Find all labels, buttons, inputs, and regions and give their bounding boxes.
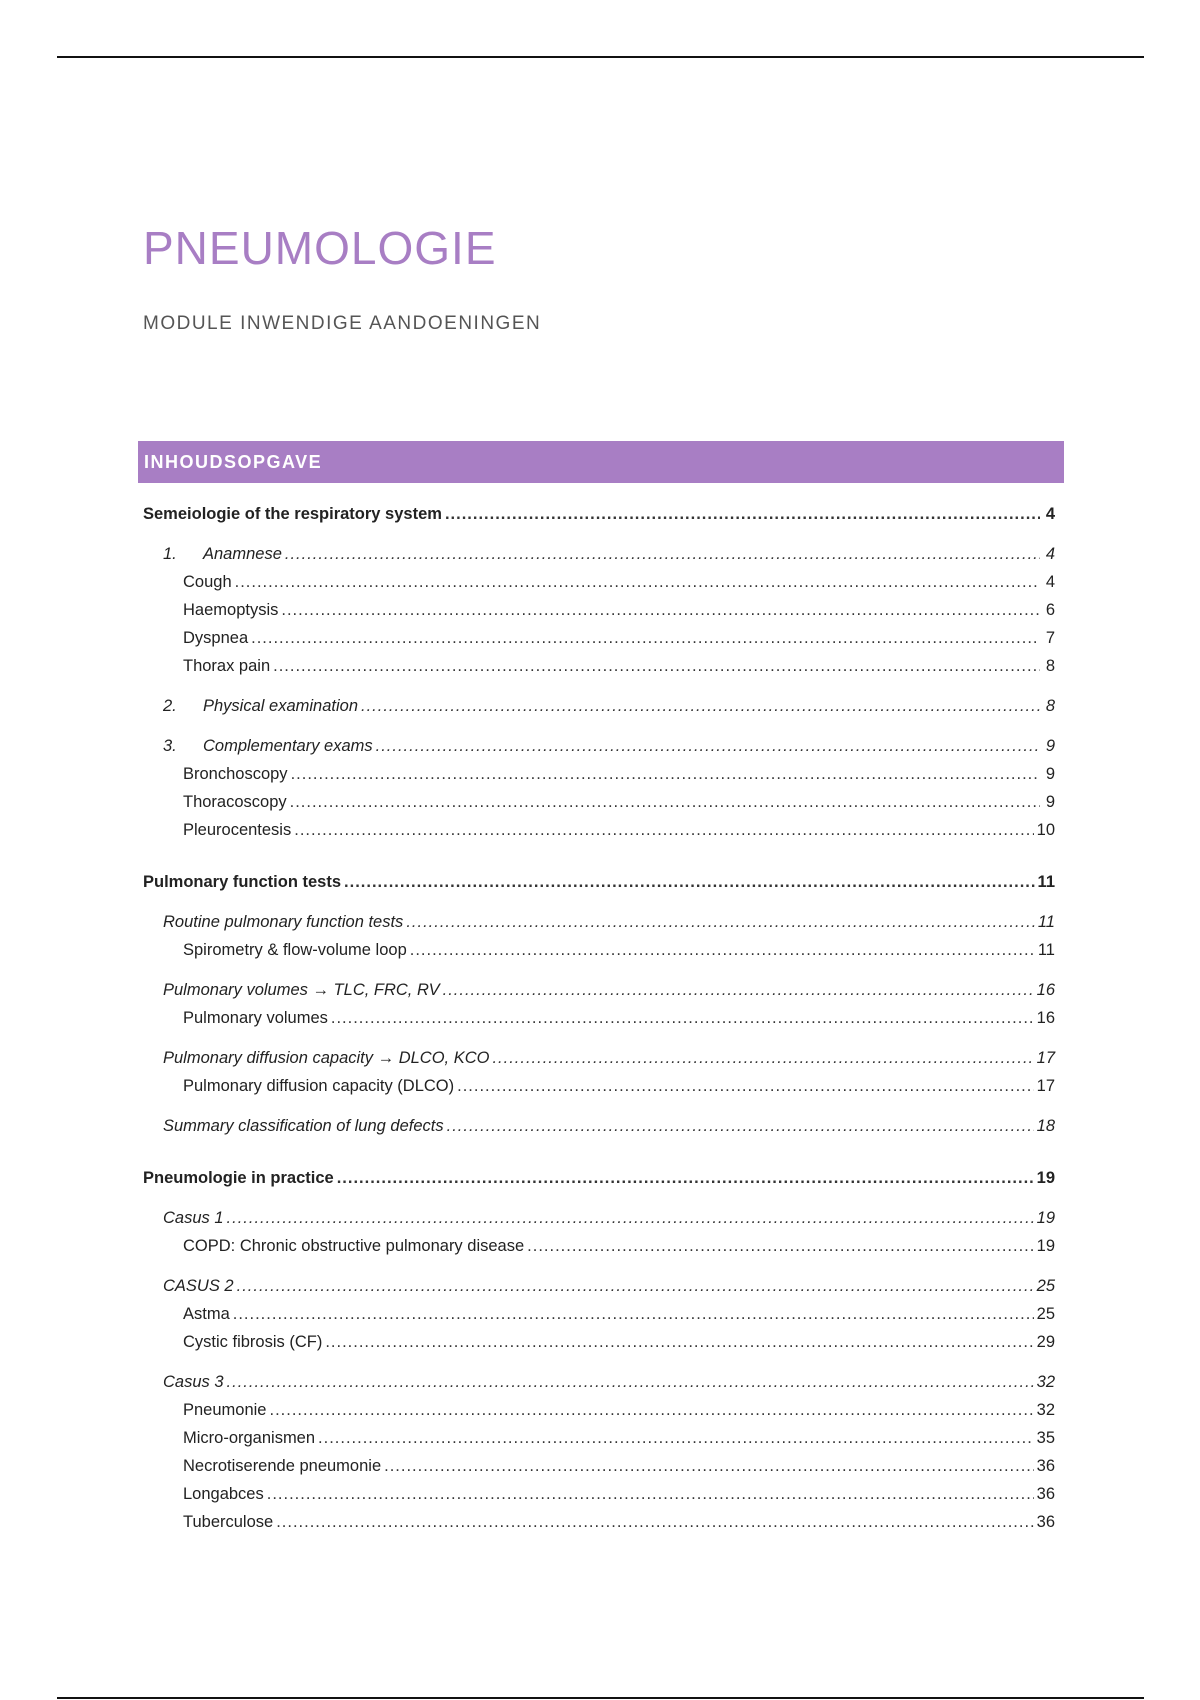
toc-entry-title bbox=[183, 760, 288, 788]
toc-page-number: 9 bbox=[1045, 737, 1055, 755]
toc-entry-title bbox=[183, 1232, 524, 1260]
toc-entry[interactable] bbox=[143, 596, 1055, 624]
toc-page-number: 4 bbox=[1045, 573, 1055, 591]
toc-page-number: 11 bbox=[1037, 913, 1055, 931]
toc-entry-title bbox=[163, 1272, 234, 1300]
toc-leader-dots bbox=[384, 1452, 1034, 1480]
toc-entry[interactable] bbox=[143, 788, 1055, 816]
toc-entry-text: Complementary exams bbox=[203, 737, 373, 755]
toc-entry-text: Pleurocentesis bbox=[183, 821, 292, 839]
toc-entry-number: 3. bbox=[163, 737, 177, 755]
toc-entry[interactable] bbox=[143, 1452, 1055, 1480]
toc-entry-text: Cough bbox=[183, 573, 232, 591]
toc-heading: INHOUDSOPGAVE bbox=[138, 441, 1064, 483]
toc-entry-text: Pneumologie in practice bbox=[143, 1169, 334, 1187]
toc-entry-text: Pulmonary volumes bbox=[183, 1009, 328, 1027]
toc-entry[interactable] bbox=[143, 816, 1055, 844]
toc-entry[interactable] bbox=[143, 568, 1055, 596]
toc-entry[interactable] bbox=[143, 908, 1055, 936]
toc-leader-dots bbox=[344, 868, 1035, 896]
toc-leader-dots bbox=[325, 1328, 1033, 1356]
toc-leader-dots bbox=[331, 1004, 1034, 1032]
toc-page-number: 29 bbox=[1036, 1333, 1055, 1351]
toc-entry[interactable] bbox=[143, 976, 1055, 1004]
toc-entry[interactable] bbox=[143, 1508, 1055, 1536]
toc-entry-title bbox=[163, 1368, 224, 1396]
toc-leader-dots bbox=[235, 568, 1040, 596]
document-title: PNEUMOLOGIE bbox=[143, 222, 497, 274]
toc-entry-text: CASUS 2 bbox=[163, 1277, 234, 1295]
toc-page-number: 36 bbox=[1036, 1513, 1055, 1531]
toc-leader-dots bbox=[410, 936, 1035, 964]
toc-entry-text: Astma bbox=[183, 1305, 230, 1323]
toc-entry-text: Dyspnea bbox=[183, 629, 249, 647]
toc-entry-text: Thorax pain bbox=[183, 657, 271, 675]
toc-entry[interactable] bbox=[143, 1328, 1055, 1356]
toc-entry-text: Tuberculose bbox=[183, 1513, 274, 1531]
toc-entry-title bbox=[163, 1204, 224, 1232]
toc-page-number: 18 bbox=[1036, 1117, 1055, 1135]
toc-entry-title bbox=[163, 908, 403, 936]
toc-entry[interactable] bbox=[143, 1072, 1055, 1100]
toc-page-number: 19 bbox=[1036, 1169, 1055, 1187]
toc-page-number: 32 bbox=[1036, 1401, 1055, 1419]
toc-entry-text: Pulmonary function tests bbox=[143, 873, 342, 891]
toc-entry-title bbox=[163, 692, 358, 720]
toc-leader-dots bbox=[443, 976, 1034, 1004]
toc-page-number: 19 bbox=[1036, 1237, 1055, 1255]
toc-entry[interactable] bbox=[143, 1368, 1055, 1396]
toc-entry-title bbox=[183, 568, 232, 596]
toc-entry-title bbox=[183, 596, 278, 624]
toc-leader-dots bbox=[281, 596, 1040, 624]
toc-entry-title bbox=[143, 1164, 334, 1192]
toc-entry-text: Haemoptysis bbox=[183, 601, 279, 619]
toc-leader-dots bbox=[294, 816, 1033, 844]
toc-leader-dots bbox=[233, 1300, 1034, 1328]
toc-page-number: 6 bbox=[1045, 601, 1055, 619]
toc-leader-dots bbox=[527, 1232, 1033, 1260]
toc-entry-text: Anamnese bbox=[203, 545, 282, 563]
toc-leader-dots bbox=[457, 1072, 1034, 1100]
toc-leader-dots bbox=[267, 1480, 1034, 1508]
toc-entry-title bbox=[163, 1112, 444, 1140]
toc-leader-dots bbox=[290, 788, 1040, 816]
table-of-contents bbox=[143, 500, 1055, 1536]
toc-entry[interactable] bbox=[143, 1424, 1055, 1452]
toc-entry-text: Summary classification of lung defects bbox=[163, 1117, 444, 1135]
toc-entry-title bbox=[183, 1480, 264, 1508]
toc-entry[interactable] bbox=[143, 732, 1055, 760]
toc-entry-text: Semeiologie of the respiratory system bbox=[143, 505, 442, 523]
toc-entry[interactable] bbox=[143, 760, 1055, 788]
toc-entry-number: 2. bbox=[163, 697, 177, 715]
toc-entry[interactable] bbox=[143, 692, 1055, 720]
toc-entry-title bbox=[163, 976, 440, 1004]
document-subtitle: MODULE INWENDIGE AANDOENINGEN bbox=[143, 313, 542, 334]
toc-leader-dots bbox=[376, 732, 1040, 760]
toc-entry-text: Pneumonie bbox=[183, 1401, 267, 1419]
toc-entry[interactable] bbox=[143, 868, 1055, 896]
toc-entry-title bbox=[183, 816, 291, 844]
toc-page-number: 35 bbox=[1036, 1429, 1055, 1447]
toc-page-number: 16 bbox=[1036, 981, 1055, 999]
toc-leader-dots bbox=[276, 1508, 1033, 1536]
toc-page-number: 17 bbox=[1036, 1077, 1055, 1095]
toc-page-number: 9 bbox=[1045, 793, 1055, 811]
toc-leader-dots bbox=[492, 1044, 1033, 1072]
toc-entry-title bbox=[183, 1328, 322, 1356]
toc-entry[interactable] bbox=[143, 1272, 1055, 1300]
toc-page-number: 7 bbox=[1045, 629, 1055, 647]
toc-leader-dots bbox=[406, 908, 1035, 936]
toc-entry[interactable] bbox=[143, 1232, 1055, 1260]
toc-entry[interactable] bbox=[143, 1004, 1055, 1032]
toc-leader-dots bbox=[269, 1396, 1033, 1424]
toc-page-number: 9 bbox=[1045, 765, 1055, 783]
toc-page-number: 25 bbox=[1036, 1277, 1055, 1295]
toc-leader-dots bbox=[445, 500, 1040, 528]
toc-entry[interactable] bbox=[143, 1396, 1055, 1424]
toc-leader-dots bbox=[251, 624, 1040, 652]
toc-entry[interactable] bbox=[143, 1112, 1055, 1140]
toc-leader-dots bbox=[273, 652, 1040, 680]
toc-page-number: 11 bbox=[1037, 941, 1055, 959]
toc-entry-title bbox=[163, 732, 373, 760]
toc-entry-title bbox=[143, 868, 341, 896]
toc-page-number: 8 bbox=[1045, 697, 1055, 715]
toc-entry-text: Longabces bbox=[183, 1485, 264, 1503]
toc-entry-title bbox=[183, 1452, 381, 1480]
toc-entry[interactable] bbox=[143, 1204, 1055, 1232]
toc-leader-dots bbox=[285, 540, 1040, 568]
toc-entry-title bbox=[183, 1396, 266, 1424]
toc-page-number: 36 bbox=[1036, 1485, 1055, 1503]
toc-entry-text: Cystic fibrosis (CF) bbox=[183, 1333, 323, 1351]
toc-entry-title bbox=[143, 500, 442, 528]
toc-leader-dots bbox=[227, 1204, 1034, 1232]
toc-entry-text: Casus 1 bbox=[163, 1209, 224, 1227]
toc-page-number: 4 bbox=[1045, 505, 1055, 523]
toc-entry[interactable] bbox=[143, 936, 1055, 964]
toc-entry-title bbox=[183, 936, 407, 964]
toc-entry[interactable] bbox=[143, 500, 1055, 528]
toc-page-number: 36 bbox=[1036, 1457, 1055, 1475]
toc-leader-dots bbox=[291, 760, 1040, 788]
toc-entry-title bbox=[183, 652, 270, 680]
toc-entry-text: Thoracoscopy bbox=[183, 793, 287, 811]
toc-entry[interactable] bbox=[143, 1480, 1055, 1508]
toc-entry-text: COPD: Chronic obstructive pulmonary disease bbox=[183, 1237, 525, 1255]
toc-leader-dots bbox=[318, 1424, 1034, 1452]
toc-entry-title bbox=[163, 1044, 489, 1072]
toc-entry-title bbox=[183, 1072, 454, 1100]
toc-leader-dots bbox=[337, 1164, 1034, 1192]
toc-entry-title bbox=[183, 1508, 273, 1536]
toc-page-number: 8 bbox=[1045, 657, 1055, 675]
toc-page-number: 32 bbox=[1036, 1373, 1055, 1391]
header-rule bbox=[57, 56, 1144, 58]
toc-entry-title bbox=[183, 624, 248, 652]
toc-entry[interactable] bbox=[143, 624, 1055, 652]
toc-entry-text: Necrotiserende pneumonie bbox=[183, 1457, 382, 1475]
toc-entry-text: Pulmonary diffusion capacity → DLCO, KCO bbox=[163, 1049, 490, 1067]
toc-entry[interactable] bbox=[143, 1164, 1055, 1192]
toc-entry-number: 1. bbox=[163, 545, 177, 563]
toc-leader-dots bbox=[237, 1272, 1034, 1300]
toc-entry-text: Routine pulmonary function tests bbox=[163, 913, 404, 931]
toc-entry[interactable] bbox=[143, 652, 1055, 680]
toc-page-number: 16 bbox=[1036, 1009, 1055, 1027]
toc-entry-text: Casus 3 bbox=[163, 1373, 224, 1391]
toc-entry[interactable] bbox=[143, 1044, 1055, 1072]
toc-page-number: 10 bbox=[1036, 821, 1055, 839]
toc-leader-dots bbox=[227, 1368, 1034, 1396]
toc-page-number: 4 bbox=[1045, 545, 1055, 563]
toc-entry-text: Bronchoscopy bbox=[183, 765, 288, 783]
toc-entry-title bbox=[183, 1300, 230, 1328]
toc-entry-title bbox=[183, 788, 287, 816]
toc-page-number: 11 bbox=[1037, 873, 1055, 891]
toc-entry-title bbox=[183, 1004, 328, 1032]
toc-entry-text: Spirometry & flow-volume loop bbox=[183, 941, 407, 959]
toc-page-number: 25 bbox=[1036, 1305, 1055, 1323]
toc-leader-dots bbox=[447, 1112, 1034, 1140]
toc-entry[interactable] bbox=[143, 540, 1055, 568]
toc-leader-dots bbox=[361, 692, 1040, 720]
toc-entry-text: Micro-organismen bbox=[183, 1429, 316, 1447]
toc-entry-title bbox=[183, 1424, 315, 1452]
footer-rule bbox=[57, 1697, 1144, 1699]
toc-entry[interactable] bbox=[143, 1300, 1055, 1328]
toc-page-number: 19 bbox=[1036, 1209, 1055, 1227]
toc-entry-text: Pulmonary diffusion capacity (DLCO) bbox=[183, 1077, 455, 1095]
toc-page-number: 17 bbox=[1036, 1049, 1055, 1067]
toc-entry-text: Physical examination bbox=[203, 697, 358, 715]
toc-entry-text: Pulmonary volumes → TLC, FRC, RV bbox=[163, 981, 440, 999]
toc-entry-title bbox=[163, 540, 282, 568]
